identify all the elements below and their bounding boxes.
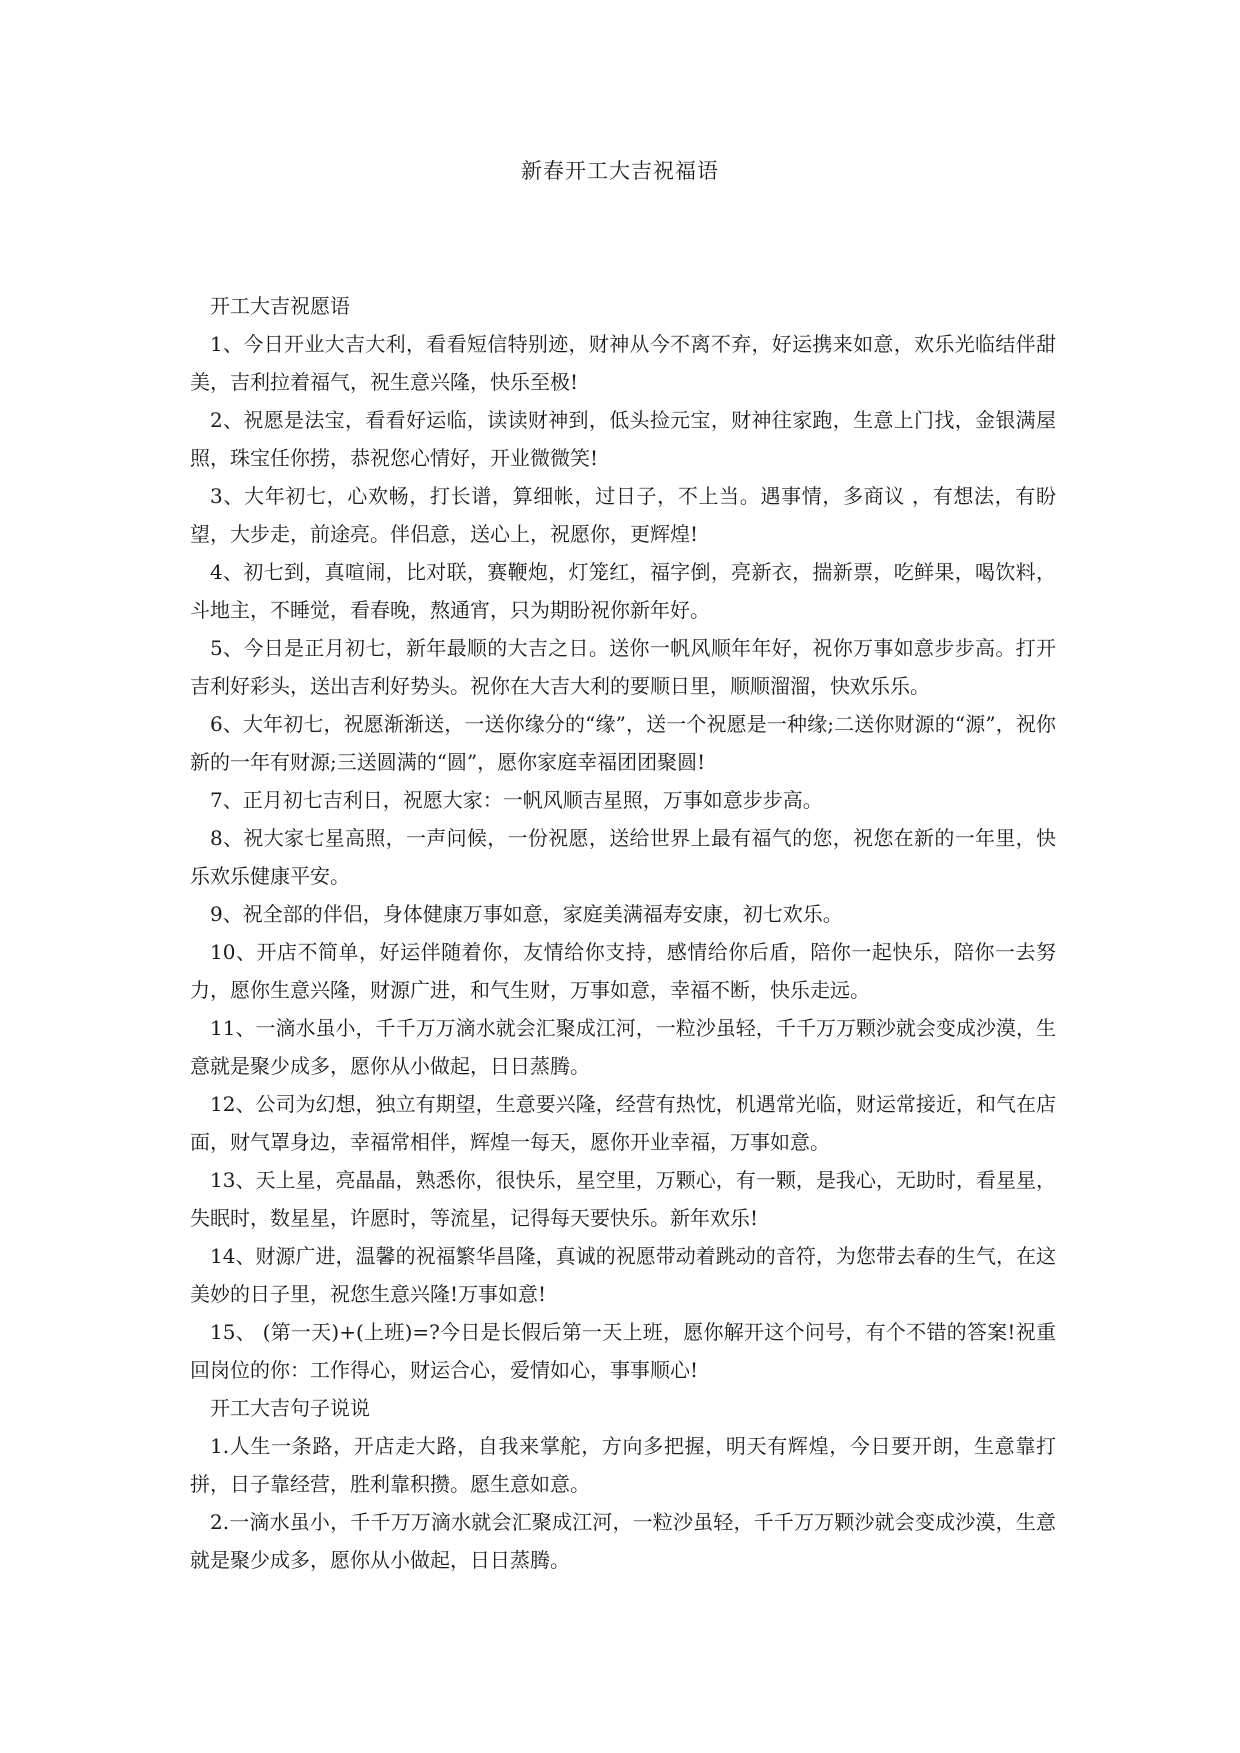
page-title: 新春开工大吉祝福语 [521, 159, 719, 183]
list-item: 11、一滴水虽小，千千万万滴水就会汇聚成江河，一粒沙虽轻，千千万万颗沙就会变成沙漠，生意就是聚少成多，愿你从小做起，日日蒸腾。 [190, 1016, 1056, 1078]
section-heading: 开工大吉祝愿语 [210, 294, 350, 318]
list-item: 13、天上星，亮晶晶，熟悉你，很快乐，星空里，万颗心，有一颗，是我心，无助时，看星星，失眠时，数星星，许愿时，等流星，记得每天要快乐。新年欢乐! [190, 1168, 1056, 1230]
section-heading: 开工大吉句子说说 [210, 1396, 370, 1420]
list-item: 5、今日是正月初七，新年最顺的大吉之日。送你一帆风顺年年好，祝你万事如意步步高。打开吉利好彩头，送出吉利好势头。祝你在大吉大利的要顺日里，顺顺溜溜，快欢乐乐。 [190, 636, 1056, 698]
list-item: 6、大年初七，祝愿渐渐送，一送你缘分的“缘”，送一个祝愿是一种缘;二送你财源的“源”，祝你新的一年有财源;三送圆满的“圆”，愿你家庭幸福团团聚圆! [190, 712, 1056, 774]
list-item: 1.人生一条路，开店走大路，自我来掌舵，方向多把握，明天有辉煌，今日要开朗，生意靠打拼，日子靠经营，胜利靠积攒。愿生意如意。 [190, 1434, 1056, 1496]
list-item: 3、大年初七，心欢畅，打长谱，算细帐，过日子，不上当。遇事情，多商议 ，有想法，有盼望，大步走，前途亮。伴侣意，送心上，祝愿你，更辉煌! [190, 484, 1056, 546]
list-item: 14、财源广进，温馨的祝福繁华昌隆，真诚的祝愿带动着跳动的音符，为您带去春的生气，在这美妙的日子里，祝您生意兴隆!万事如意! [190, 1244, 1056, 1306]
list-item: 15、 (第一天)+(上班)=?今日是长假后第一天上班，愿你解开这个问号，有个不错的答案!祝重回岗位的你：工作得心，财运合心，爱情如心，事事顺心! [190, 1320, 1056, 1382]
list-item: 10、开店不简单，好运伴随着你，友情给你支持，感情给你后盾，陪你一起快乐，陪你一去努力，愿你生意兴隆，财源广进，和气生财，万事如意，幸福不断，快乐走远。 [190, 940, 1056, 1002]
document-body [190, 287, 1056, 1579]
list-item: 4、初七到，真喧闹，比对联，赛鞭炮，灯笼红，福字倒，亮新衣，揣新票，吃鲜果，喝饮料，斗地主，不睡觉，看春晚，熬通宵，只为期盼祝你新年好。 [190, 560, 1056, 622]
list-item: 7、正月初七吉利日，祝愿大家：一帆风顺吉星照，万事如意步步高。 [210, 788, 823, 812]
list-item: 8、祝大家七星高照，一声问候，一份祝愿，送给世界上最有福气的您，祝您在新的一年里，快乐欢乐健康平安。 [190, 826, 1056, 888]
list-item: 2、祝愿是法宝，看看好运临，读读财神到，低头捡元宝，财神往家跑，生意上门找，金银满屋照，珠宝任你捞，恭祝您心情好，开业微微笑! [190, 408, 1056, 470]
list-item: 1、今日开业大吉大利，看看短信特别迹，财神从今不离不弃，好运携来如意，欢乐光临结伴甜美，吉利拉着福气，祝生意兴隆，快乐至极! [190, 332, 1056, 394]
list-item: 9、祝全部的伴侣，身体健康万事如意，家庭美满福寿安康，初七欢乐。 [210, 902, 843, 926]
list-item: 12、公司为幻想，独立有期望，生意要兴隆，经营有热忱，机遇常光临，财运常接近，和气在店面，财气罩身边，幸福常相伴，辉煌一每天，愿你开业幸福，万事如意。 [190, 1092, 1056, 1154]
list-item: 2.一滴水虽小，千千万万滴水就会汇聚成江河，一粒沙虽轻，千千万万颗沙就会变成沙漠，生意就是聚少成多，愿你从小做起，日日蒸腾。 [190, 1510, 1056, 1572]
